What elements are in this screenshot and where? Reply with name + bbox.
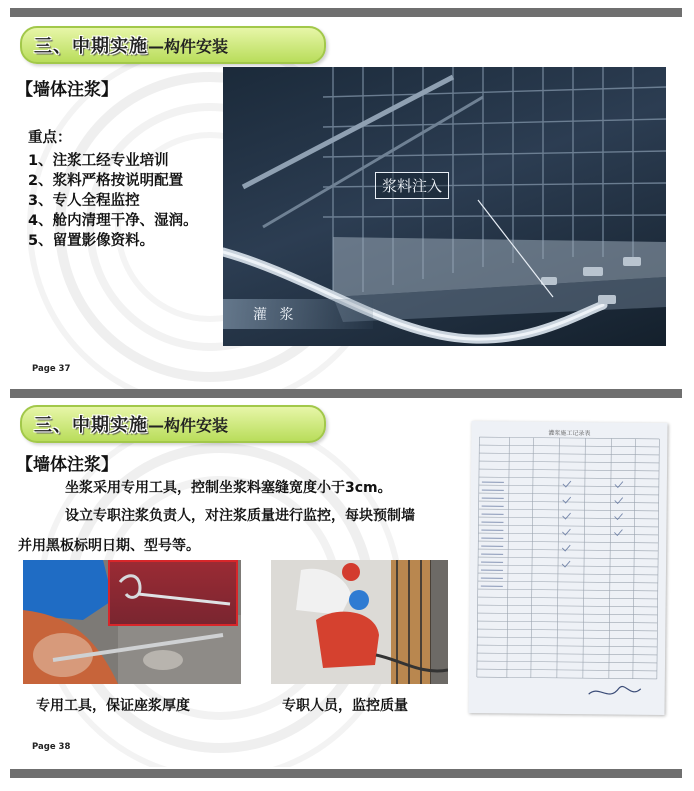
- page-number: Page 37: [32, 364, 71, 374]
- record-sheet-title: 灌浆施工记录表: [548, 429, 591, 438]
- slide-title: [20, 405, 326, 443]
- point-item: 4、舱内清理干净、湿润。: [28, 213, 198, 229]
- point-item: 3、专人全程监控: [28, 193, 140, 209]
- grout-tool-icon: [110, 562, 236, 624]
- grouting-record-sheet: [468, 421, 667, 715]
- photo-grouting-tool: [23, 560, 241, 684]
- title-main: 三、中期实施: [34, 36, 148, 57]
- slide-37: [10, 17, 682, 389]
- point-item: 2、浆料严格按说明配置: [28, 173, 184, 189]
- workers-grouting-illustration: [271, 560, 448, 684]
- points-heading: 重点：: [28, 130, 72, 146]
- point-item: 1、注浆工经专业培训: [28, 153, 169, 169]
- photo-supervisor: [271, 560, 448, 684]
- slide-38: [10, 398, 682, 767]
- top-divider-bar: [10, 8, 682, 17]
- paragraph-blackboard: 并用黑板标明日期、型号等。: [18, 538, 200, 554]
- paragraph-supervisor: 设立专职注浆负责人，对注浆质量进行监控，每块预制墙: [65, 508, 415, 524]
- grouting-render-image: [223, 67, 666, 346]
- image-caption-bar: 灌 浆: [223, 299, 373, 329]
- point-item: 5、留置影像资料。: [28, 233, 155, 249]
- photo-1-caption: 专用工具，保证座浆厚度: [36, 698, 190, 714]
- photo-2-caption: 专职人员，监控质量: [282, 698, 408, 714]
- section-heading: 【墙体注浆】: [16, 80, 118, 100]
- middle-divider-bar: [10, 389, 682, 398]
- section-heading: 【墙体注浆】: [16, 455, 118, 475]
- slide-title: [20, 26, 326, 64]
- page-number: Page 38: [32, 742, 71, 752]
- title-main: 三、中期实施: [34, 415, 148, 436]
- key-points: [28, 128, 198, 251]
- paragraph-grouting-tool: 坐浆采用专用工具，控制坐浆料塞缝宽度小于3cm。: [65, 480, 392, 496]
- bottom-divider-bar: [10, 769, 682, 778]
- callout-label: 浆料注入: [375, 172, 449, 199]
- record-table-lines: [468, 421, 667, 715]
- title-sub: —构件安装: [148, 36, 229, 56]
- title-sub: —构件安装: [148, 415, 229, 435]
- tool-closeup-inset: [108, 560, 238, 626]
